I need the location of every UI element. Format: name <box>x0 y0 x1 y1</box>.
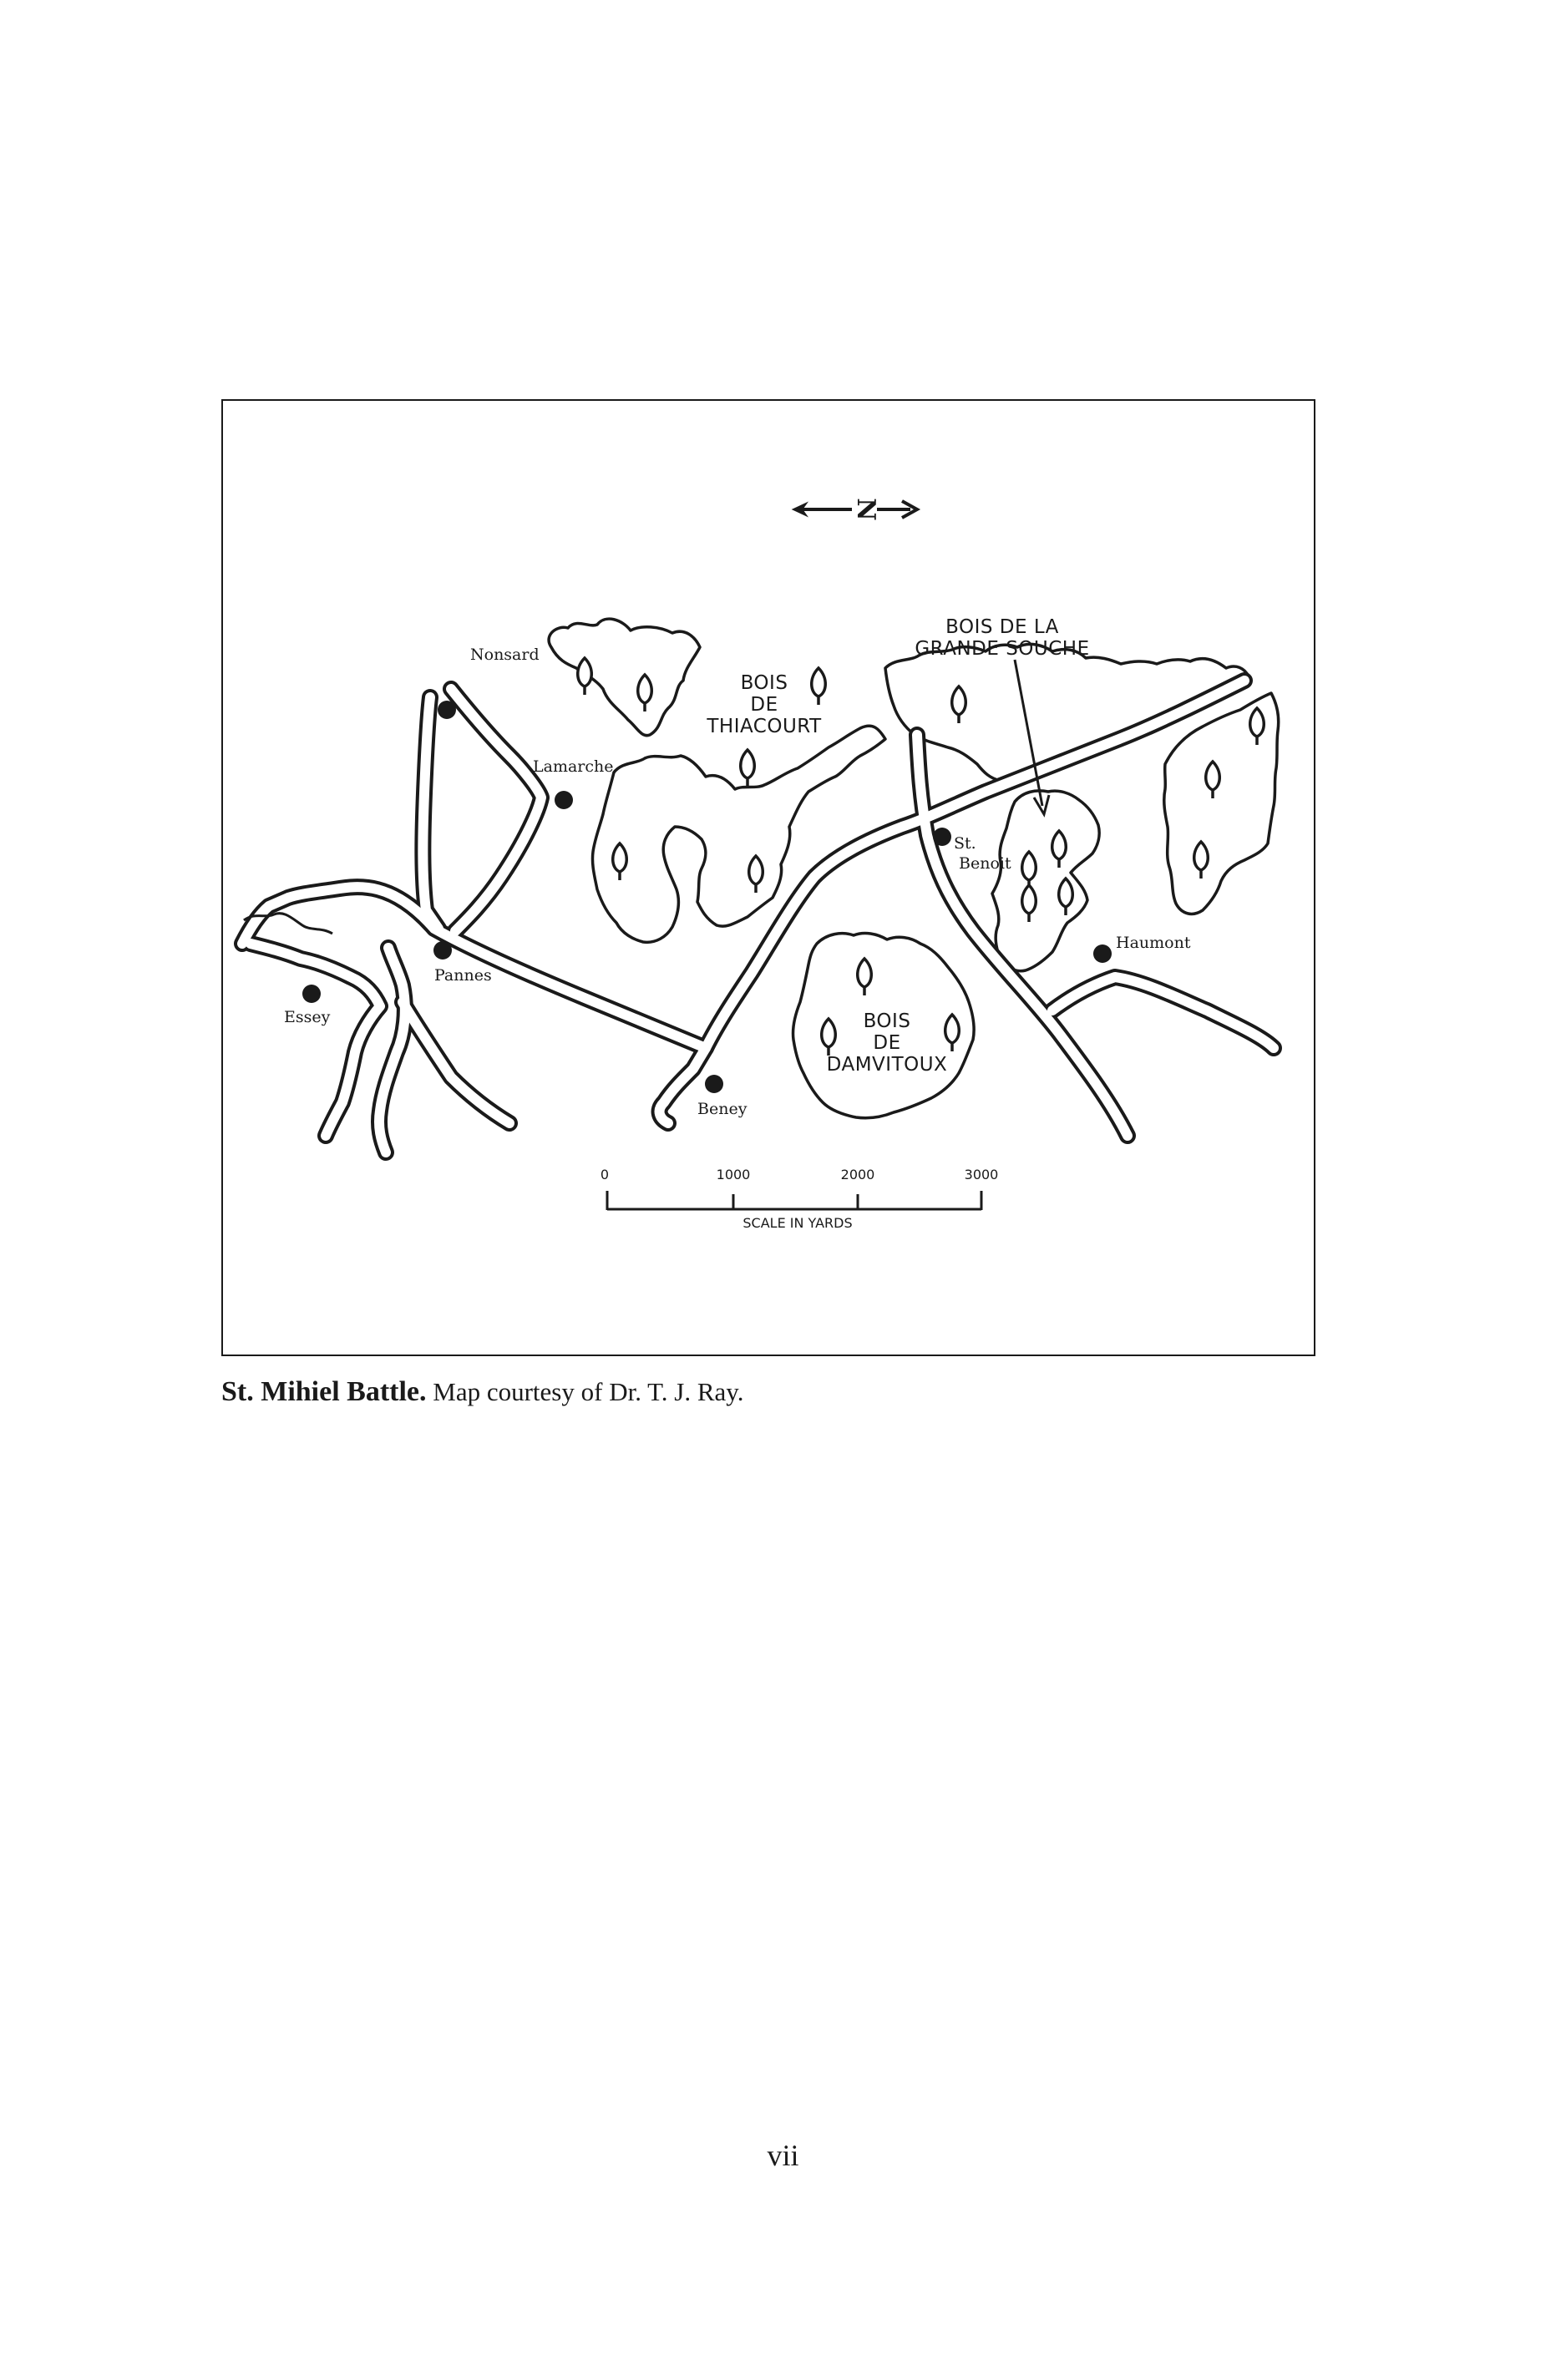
town-label-pannes: Pannes <box>434 966 492 985</box>
road-network-fill <box>242 681 1274 1152</box>
wood-label-thiacourt-1: BOIS <box>740 672 788 694</box>
road-network-outline <box>242 681 1274 1152</box>
wood-label-damvitoux-3: DAMVITOUX <box>826 1054 948 1076</box>
town-marker-pannes <box>433 941 452 960</box>
wood-label-grande-souche-2: GRANDE SOUCHE <box>915 638 1090 660</box>
town-label-st: St. <box>954 834 976 853</box>
town-marker-nonsard <box>438 701 456 719</box>
north-arrow-letter: N <box>851 498 880 521</box>
scale-tick-0: 0 <box>600 1167 610 1182</box>
wood-grande-souche-south <box>992 791 1099 971</box>
scale-tick-1000: 1000 <box>716 1167 751 1182</box>
tree-icon <box>812 668 826 705</box>
wood-thiacourt <box>592 726 885 942</box>
woods-layer <box>549 619 1279 1118</box>
town-label-nonsard: Nonsard <box>470 646 540 664</box>
wood-label-grande-souche-1: BOIS DE LA <box>945 616 1059 638</box>
figure-caption <box>221 1376 744 1408</box>
town-label-benoit: Benoit <box>959 854 1011 873</box>
scale-tick-3000: 3000 <box>964 1167 999 1182</box>
wood-nonsard <box>549 619 700 736</box>
scale-tick-2000: 2000 <box>840 1167 875 1182</box>
scale-bar <box>601 1167 998 1231</box>
wood-label-damvitoux-1: BOIS <box>863 1010 911 1032</box>
wood-label-thiacourt-2: DE <box>750 694 778 716</box>
roads-layer <box>242 681 1274 1152</box>
town-marker-haumont <box>1093 944 1112 963</box>
town-marker-beney <box>705 1075 723 1093</box>
wood-label-thiacourt-3: THIACOURT <box>707 716 822 737</box>
caption-credit: Map courtesy of Dr. T. J. Ray. <box>433 1377 744 1406</box>
scale-label: SCALE IN YARDS <box>742 1215 853 1231</box>
town-label-essey: Essey <box>284 1008 331 1026</box>
town-label-haumont: Haumont <box>1116 934 1191 952</box>
tree-icon <box>741 750 755 787</box>
north-arrow-icon <box>793 498 917 520</box>
tree-icon <box>578 658 592 695</box>
town-marker-lamarche <box>555 791 573 809</box>
town-marker-essey <box>302 985 321 1003</box>
caption-title: St. Mihiel Battle. <box>221 1376 427 1407</box>
town-label-lamarche: Lamarche <box>533 757 614 776</box>
page-number: vii <box>767 2139 799 2172</box>
wood-label-damvitoux-2: DE <box>873 1032 901 1054</box>
town-marker-st-benoit <box>933 828 951 846</box>
town-label-beney: Beney <box>697 1100 748 1118</box>
